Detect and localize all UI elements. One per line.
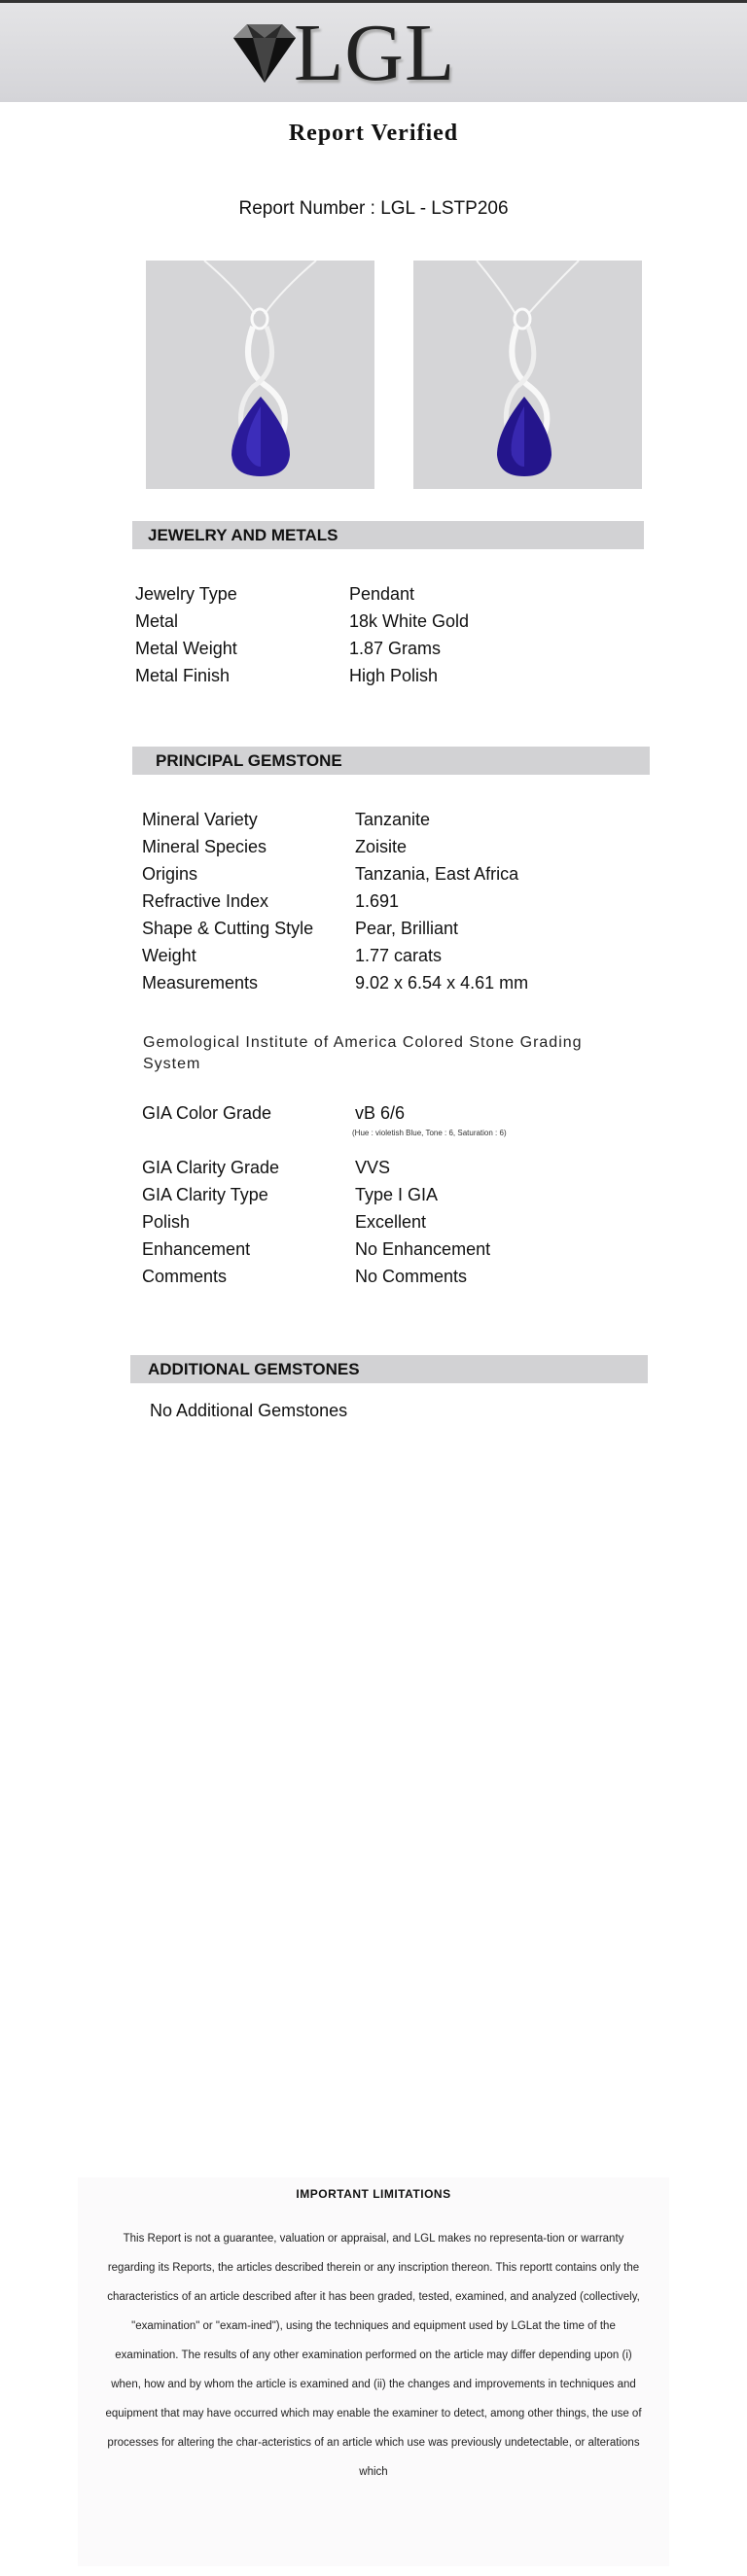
section-header-additional: ADDITIONAL GEMSTONES <box>130 1355 648 1383</box>
lgl-logo <box>226 8 479 98</box>
gia-color-grade-label: GIA Color Grade <box>142 1103 272 1123</box>
metal-weight-value: 1.87 Grams <box>349 639 442 658</box>
enhancement-value: No Enhancement <box>355 1239 491 1259</box>
additional-gemstones-text: No Additional Gemstones <box>150 1401 348 1420</box>
enhancement-label: Enhancement <box>142 1239 251 1259</box>
gia-color-grade-note: (Hue : violetish Blue, Tone : 6, Saturation : 6) <box>352 1129 507 1137</box>
section-header-principal: PRINCIPAL GEMSTONE <box>132 747 650 775</box>
metal-finish-value: High Polish <box>349 666 439 685</box>
mineral-variety-label: Mineral Variety <box>142 810 258 829</box>
diamond-icon <box>226 20 303 88</box>
shape-cut-value: Pear, Brilliant <box>355 919 459 938</box>
metal-weight-label: Metal Weight <box>135 639 237 658</box>
mineral-variety-value: Tanzanite <box>355 810 431 829</box>
comments-label: Comments <box>142 1267 228 1286</box>
gia-grading-system-title: Gemological Institute of America Colored Stone Grading System <box>143 1034 583 1072</box>
section-header-jewelry: JEWELRY AND METALS <box>132 521 644 549</box>
mineral-species-value: Zoisite <box>355 837 408 856</box>
report-number: Report Number : LGL - LSTP206 <box>238 198 509 219</box>
gia-clarity-type-value: Type I GIA <box>355 1185 439 1204</box>
metal-finish-label: Metal Finish <box>135 666 231 685</box>
measurements-value: 9.02 x 6.54 x 4.61 mm <box>355 973 529 992</box>
jewelry-type-value: Pendant <box>349 584 415 604</box>
refractive-index-label: Refractive Index <box>142 891 269 911</box>
polish-label: Polish <box>142 1212 191 1232</box>
metal-value: 18k White Gold <box>349 611 470 631</box>
gia-clarity-grade-label: GIA Clarity Grade <box>142 1158 280 1177</box>
polish-value: Excellent <box>355 1212 427 1232</box>
logo-text: LGL <box>294 8 456 98</box>
origins-value: Tanzania, East Africa <box>355 864 519 884</box>
page-title: Report Verified <box>288 121 459 146</box>
pendant-photo-front <box>146 261 374 489</box>
limitations-panel <box>78 2177 669 2566</box>
gia-color-grade-value: vB 6/6 <box>355 1103 406 1123</box>
pendant-photo-angle <box>413 261 642 489</box>
comments-value: No Comments <box>355 1267 468 1286</box>
refractive-index-value: 1.691 <box>355 891 400 911</box>
shape-cut-label: Shape & Cutting Style <box>142 919 314 938</box>
jewelry-type-label: Jewelry Type <box>135 584 237 604</box>
weight-value: 1.77 carats <box>355 946 443 965</box>
limitations-body: This Report is not a guarantee, valuation or appraisal, and LGL makes no representa-tion or warranty regarding its Reports, the articles described therein or any inscription thereon. This reportt contains only the characteristics of an article described after it has been graded, tested, examined, and analyzed (collectively, "examination" or "exam-ined"), using the techniques and equipment used by LGLat the time of the examination. The results of any other examination performed on the article may differ depending upon (i) when, how and by whom the article is examined and (ii) the changes and improvements in techniques and equipment that may have occurred which may enable the examiner to detect, among other things, the use of processes for altering the char-acteristics of an article which use was previously undetectable, or alterations which <box>105 2233 642 2478</box>
measurements-label: Measurements <box>142 973 259 992</box>
header-banner <box>0 3 747 102</box>
gia-clarity-grade-value: VVS <box>355 1158 391 1177</box>
origins-label: Origins <box>142 864 198 884</box>
mineral-species-label: Mineral Species <box>142 837 267 856</box>
limitations-title: IMPORTANT LIMITATIONS <box>296 2187 451 2201</box>
gia-clarity-type-label: GIA Clarity Type <box>142 1185 268 1204</box>
metal-label: Metal <box>135 611 179 631</box>
weight-label: Weight <box>142 946 196 965</box>
